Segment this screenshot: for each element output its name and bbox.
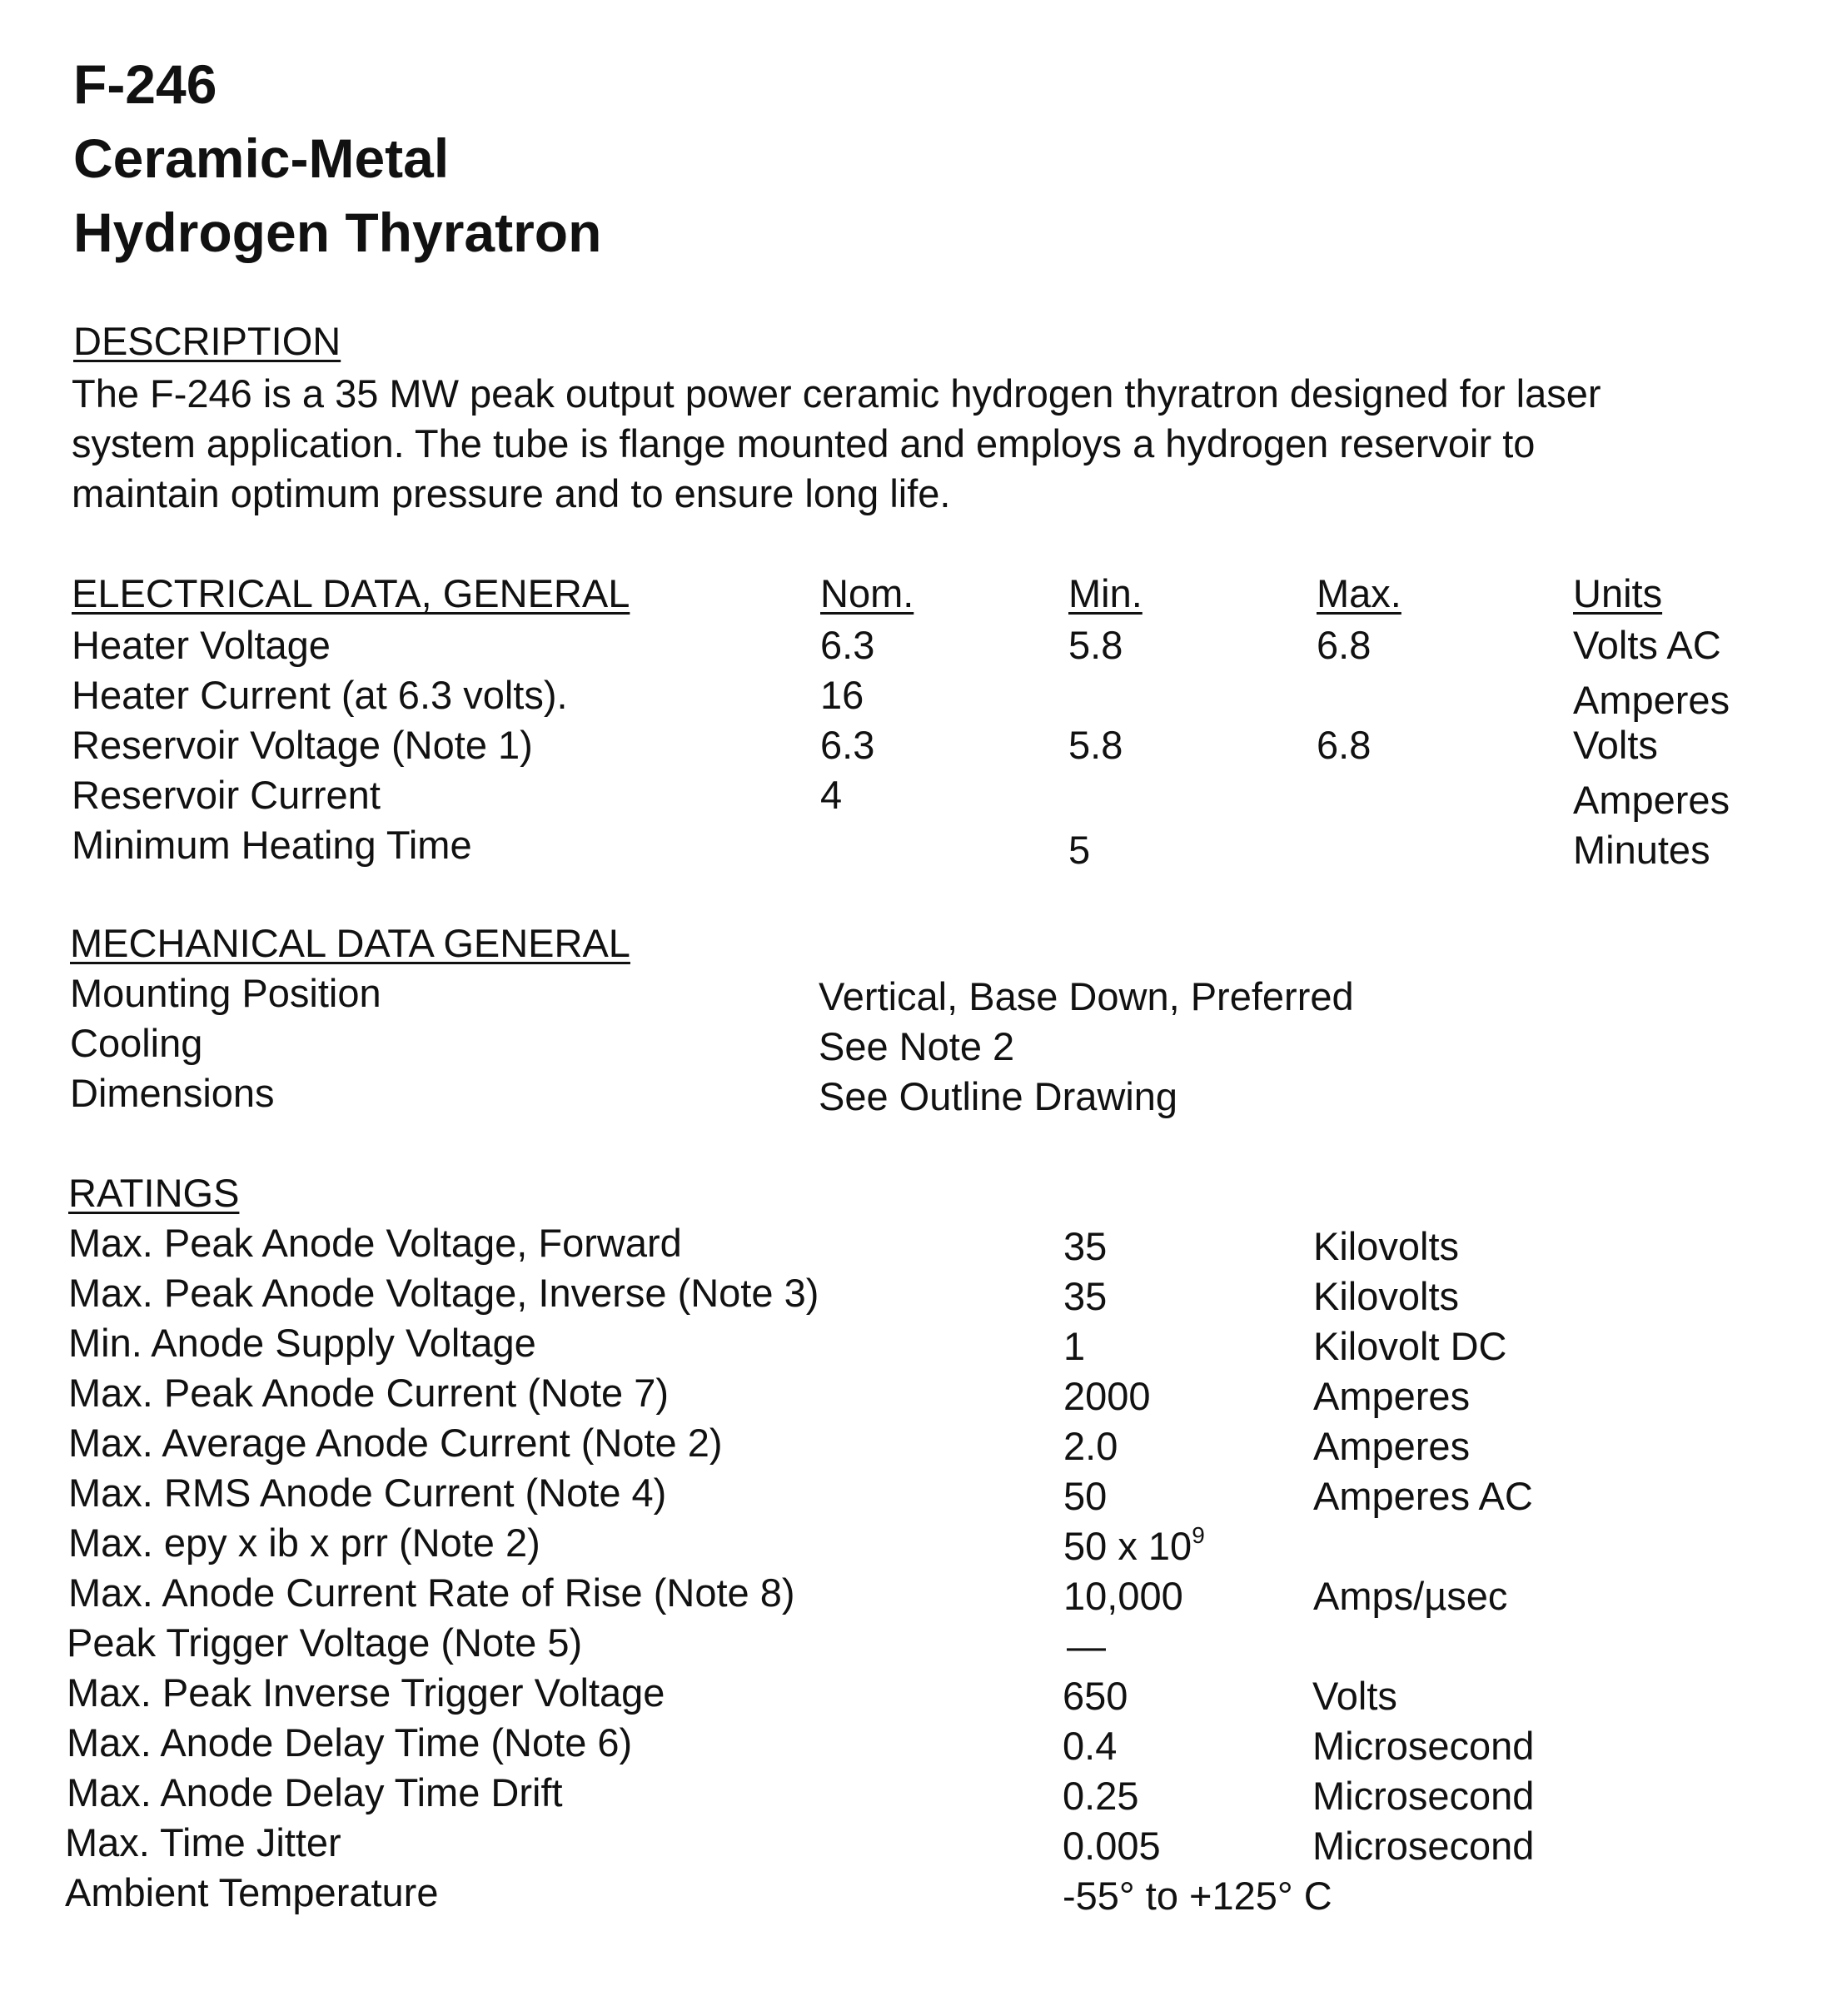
row-value: See Outline Drawing	[819, 1074, 1178, 1118]
table-row	[0, 1472, 1842, 1522]
description-line: maintain optimum pressure and to ensure long life.	[72, 471, 951, 515]
exponent: 9	[1192, 1522, 1205, 1548]
description-line: system application. The tube is flange mounted and employs a hydrogen reservoir to	[72, 421, 1536, 465]
units-value: Amperes	[1573, 778, 1730, 822]
table-row	[0, 625, 1842, 674]
row-value: 2.0	[1063, 1424, 1118, 1468]
table-row	[0, 1272, 1842, 1322]
units-value: Volts	[1312, 1674, 1397, 1718]
table-row	[0, 973, 1842, 1023]
units-value: Amps/µsec	[1313, 1574, 1508, 1618]
row-label: Minimum Heating Time	[72, 823, 472, 867]
units-value: Kilovolts	[1313, 1274, 1460, 1318]
row-value-group	[1063, 1522, 1205, 1568]
row-value: Vertical, Base Down, Preferred	[819, 974, 1354, 1018]
ratings-heading: RATINGS	[68, 1171, 240, 1215]
row-value: 35	[1063, 1224, 1108, 1268]
units-value: Volts AC	[1573, 623, 1721, 667]
row-value: 50 x 10	[1063, 1524, 1192, 1568]
column-header-units: Units	[1573, 571, 1663, 615]
row-value: 35	[1063, 1274, 1108, 1318]
row-label: Mounting Position	[70, 971, 381, 1015]
column-header-nom: Nom.	[820, 571, 914, 615]
units-value: Volts	[1573, 723, 1658, 767]
doc-title-model: F-246	[73, 53, 217, 115]
row-label: Heater Voltage	[72, 623, 331, 667]
row-value: -55° to +125° C	[1063, 1874, 1332, 1918]
nom-value: 6.3	[820, 623, 875, 667]
units-value: Amperes AC	[1313, 1474, 1533, 1518]
nom-value: 16	[820, 673, 864, 717]
row-label: Min. Anode Supply Voltage	[68, 1321, 536, 1365]
doc-title-device: Hydrogen Thyratron	[73, 202, 602, 263]
table-row	[0, 1372, 1842, 1422]
table-row	[0, 1872, 1842, 1922]
row-label: Reservoir Current	[72, 773, 381, 817]
table-row	[0, 824, 1842, 874]
table-row	[0, 1822, 1842, 1872]
row-label: Max. Peak Anode Current (Note 7)	[68, 1371, 670, 1415]
row-value: 2000	[1063, 1374, 1151, 1418]
row-label: Max. Time Jitter	[65, 1820, 341, 1864]
description-heading: DESCRIPTION	[73, 319, 341, 363]
units-value: Microsecond	[1312, 1774, 1535, 1818]
row-value: 1	[1063, 1324, 1086, 1368]
description-line: The F-246 is a 35 MW peak output power ceramic hydrogen thyratron designed for laser	[72, 371, 1601, 416]
table-row	[0, 1073, 1842, 1122]
table-row	[0, 1622, 1842, 1672]
table-row	[0, 1722, 1842, 1772]
units-value: Amperes	[1573, 678, 1730, 722]
units-value: Minutes	[1573, 828, 1710, 872]
table-row	[0, 1023, 1842, 1073]
row-label: Ambient Temperature	[65, 1870, 439, 1914]
row-label: Cooling	[70, 1021, 203, 1065]
row-value: 0.4	[1063, 1724, 1118, 1768]
column-header-max: Max.	[1317, 571, 1401, 615]
table-row	[0, 1672, 1842, 1722]
min-value: 5.8	[1068, 623, 1123, 667]
max-value: 6.8	[1317, 723, 1372, 767]
nom-value: 6.3	[820, 723, 875, 767]
table-row	[0, 1322, 1842, 1372]
table-row	[0, 1772, 1842, 1822]
min-value: 5.8	[1068, 723, 1123, 767]
units-value: Amperes	[1313, 1374, 1471, 1418]
row-label: Max. Anode Current Rate of Rise (Note 8)	[68, 1570, 795, 1615]
row-label: Max. Peak Inverse Trigger Voltage	[67, 1670, 665, 1715]
mechanical-heading: MECHANICAL DATA GENERAL	[70, 921, 630, 965]
table-row	[0, 1522, 1842, 1572]
doc-title-construction: Ceramic-Metal	[73, 127, 450, 189]
row-value: 650	[1063, 1674, 1128, 1718]
row-label: Heater Current (at 6.3 volts).	[72, 673, 568, 717]
row-value: 0.005	[1063, 1824, 1161, 1868]
units-value: Microsecond	[1312, 1824, 1535, 1868]
row-label: Max. Peak Anode Voltage, Inverse (Note 3)	[68, 1271, 819, 1315]
table-row	[0, 724, 1842, 774]
row-label: Max. Anode Delay Time Drift	[67, 1770, 563, 1814]
electrical-header-row	[0, 573, 1842, 623]
max-value: 6.8	[1317, 623, 1372, 667]
row-value: 50	[1063, 1474, 1108, 1518]
electrical-heading: ELECTRICAL DATA, GENERAL	[72, 571, 630, 615]
row-label: Dimensions	[70, 1071, 275, 1115]
row-label: Max. epy x ib x prr (Note 2)	[68, 1521, 540, 1565]
table-row	[0, 1572, 1842, 1622]
column-header-min: Min.	[1068, 571, 1143, 615]
row-value: 10,000	[1063, 1574, 1183, 1618]
min-value: 5	[1068, 828, 1091, 872]
table-row	[0, 674, 1842, 724]
row-label: Peak Trigger Voltage (Note 5)	[67, 1620, 583, 1665]
row-label: Max. RMS Anode Current (Note 4)	[68, 1471, 667, 1515]
table-row	[0, 774, 1842, 824]
row-label: Max. Peak Anode Voltage, Forward	[68, 1221, 682, 1265]
units-value: Microsecond	[1312, 1724, 1535, 1768]
nom-value: 4	[820, 773, 843, 817]
row-value: 0.25	[1063, 1774, 1139, 1818]
table-row	[0, 1422, 1842, 1472]
units-value: Kilovolt DC	[1313, 1324, 1507, 1368]
units-value: Kilovolts	[1313, 1224, 1460, 1268]
row-value: —	[1067, 1624, 1106, 1668]
row-value: See Note 2	[819, 1024, 1015, 1068]
row-label: Max. Average Anode Current (Note 2)	[68, 1421, 723, 1465]
table-row	[0, 1222, 1842, 1272]
units-value: Amperes	[1313, 1424, 1471, 1468]
row-label: Max. Anode Delay Time (Note 6)	[67, 1720, 633, 1765]
row-label: Reservoir Voltage (Note 1)	[72, 723, 533, 767]
